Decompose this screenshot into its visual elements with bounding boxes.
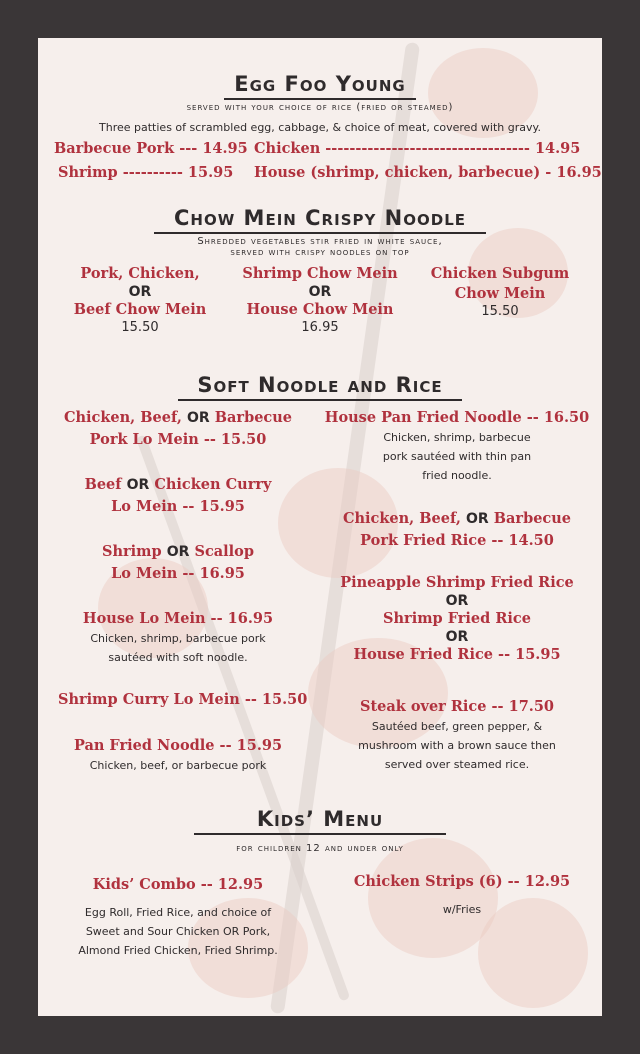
item-name: Chicken, Beef, xyxy=(63,409,182,426)
item-description: w/Fries xyxy=(442,903,482,916)
item-name: Barbecue xyxy=(214,409,293,426)
item-name-price: Pork Lo Mein -- 15.50 xyxy=(89,431,267,448)
item-description: sautéed with soft noodle. xyxy=(108,651,248,664)
menu-item xyxy=(322,697,592,774)
menu-item-price: 15.50 xyxy=(121,320,159,335)
menu-item-name: Beef Chow Mein xyxy=(73,301,207,318)
menu-item-name: Shrimp Chow Mein xyxy=(242,265,398,282)
item-name-price: Lo Mein -- 15.95 xyxy=(111,498,245,515)
item-name-price: House Fried Rice -- 15.95 xyxy=(353,646,561,663)
item-name-price: Steak over Rice -- 17.50 xyxy=(359,698,555,715)
menu-item-name: Chow Mein xyxy=(454,285,546,302)
item-description: Chicken, beef, or barbecue pork xyxy=(89,759,267,772)
item-name-price: House Pan Fried Noodle -- 16.50 xyxy=(324,409,590,426)
menu-item: Shrimp ---------- 15.95 xyxy=(58,164,234,181)
or-label: OR xyxy=(445,593,469,609)
menu-item xyxy=(58,475,298,517)
item-name-price: House Lo Mein -- 16.95 xyxy=(82,610,274,627)
menu-item xyxy=(58,609,298,667)
item-description: mushroom with a brown sauce then xyxy=(358,739,556,752)
item-name-price: Shrimp Curry Lo Mein -- 15.50 xyxy=(58,691,308,708)
menu-item xyxy=(322,573,592,665)
kids-menu-title: Kids’ Menu xyxy=(256,807,384,831)
kids-menu-subtitle: for children 12 and under only xyxy=(236,843,404,854)
menu-item xyxy=(58,736,298,775)
or-label: OR xyxy=(166,544,190,560)
item-name: Chicken, Beef, xyxy=(342,510,461,527)
item-name: Barbecue xyxy=(493,510,572,527)
item-name: Beef xyxy=(84,476,122,493)
menu-item xyxy=(58,690,308,710)
egg-foo-young-title: Egg Foo Young xyxy=(234,72,406,96)
menu-item xyxy=(58,875,298,960)
item-name-price: Lo Mein -- 16.95 xyxy=(111,565,245,582)
item-name-price: Pan Fried Noodle -- 15.95 xyxy=(73,737,283,754)
section-underline xyxy=(154,232,486,234)
or-label: OR xyxy=(126,477,150,493)
or-label: OR xyxy=(187,410,210,426)
section-underline xyxy=(194,833,446,835)
item-description: Chicken, shrimp, barbecue pork xyxy=(90,632,266,645)
item-description: Egg Roll, Fried Rice, and choice of xyxy=(84,906,272,919)
item-name-price: Chicken Strips (6) -- 12.95 xyxy=(353,873,571,890)
item-description: Almond Fried Chicken, Fried Shrimp. xyxy=(78,944,278,957)
item-description: fried noodle. xyxy=(422,469,492,482)
menu-item-price: 15.50 xyxy=(481,304,519,319)
menu-item-name: Chicken Subgum xyxy=(430,265,570,282)
menu-item xyxy=(58,542,298,584)
egg-foo-young-description: Three patties of scrambled egg, cabbage, & choice of meat, covered with gravy. xyxy=(99,121,541,134)
chow-mein-col-2 xyxy=(240,264,400,335)
menu-item: Chicken ---------------------------------- 14.95 xyxy=(254,140,581,157)
chow-mein-col-1 xyxy=(60,264,220,335)
chow-mein-subtitle: served with crispy noodles on top xyxy=(230,247,410,258)
item-name: Pineapple Shrimp Fried Rice xyxy=(340,574,574,591)
item-name: Shrimp Fried Rice xyxy=(383,610,531,627)
menu-item-price: 16.95 xyxy=(301,320,339,335)
item-description: Chicken, shrimp, barbecue xyxy=(383,431,531,444)
menu-page xyxy=(38,38,602,1016)
chow-mein-subtitle: Shredded vegetables stir fried in white sauce, xyxy=(197,236,443,247)
item-name-price: Pork Fried Rice -- 14.50 xyxy=(360,532,554,549)
chow-mein-title: Chow Mein Crispy Noodle xyxy=(173,206,466,230)
chow-mein-col-3 xyxy=(420,264,580,319)
item-description: Sweet and Sour Chicken OR Pork, xyxy=(85,925,271,938)
item-name: Shrimp xyxy=(102,543,162,560)
item-name-price: Kids’ Combo -- 12.95 xyxy=(92,876,264,893)
menu-item-name: House Chow Mein xyxy=(246,301,394,318)
section-underline xyxy=(178,399,462,401)
menu-item xyxy=(322,872,602,919)
soft-noodle-title: Soft Noodle and Rice xyxy=(197,373,443,397)
menu-item: Barbecue Pork --- 14.95 xyxy=(54,140,248,157)
item-name: Chicken Curry xyxy=(154,476,272,493)
or-label: OR xyxy=(308,284,332,300)
menu-item xyxy=(58,408,298,450)
or-label: OR xyxy=(445,629,469,645)
egg-foo-young-subtitle: served with your choice of rice (fried or steamed) xyxy=(186,102,454,113)
menu-item xyxy=(322,509,592,551)
menu-item-name: Pork, Chicken, xyxy=(80,265,200,282)
item-name: Scallop xyxy=(194,543,254,560)
item-description: served over steamed rice. xyxy=(384,758,530,771)
item-description: pork sautéed with thin pan xyxy=(382,450,532,463)
or-label: OR xyxy=(466,511,489,527)
item-description: Sautéed beef, green pepper, & xyxy=(371,720,543,733)
menu-item: House (shrimp, chicken, barbecue) - 16.95 xyxy=(254,164,602,181)
menu-item xyxy=(322,408,592,485)
or-label: OR xyxy=(128,284,152,300)
section-underline xyxy=(224,98,416,100)
